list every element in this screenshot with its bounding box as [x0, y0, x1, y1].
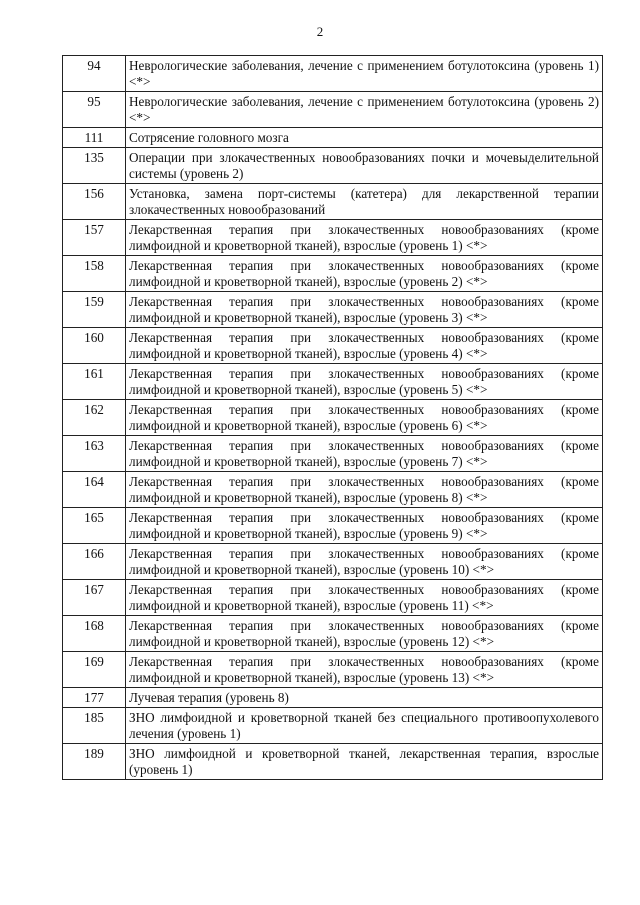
row-code: 164: [63, 472, 126, 508]
table-row: [63, 708, 603, 744]
row-code: 95: [63, 92, 126, 128]
row-code: 185: [63, 708, 126, 744]
table-row: [63, 652, 603, 688]
table-row: [63, 328, 603, 364]
row-code: 156: [63, 184, 126, 220]
table-row: [63, 400, 603, 436]
row-code: 157: [63, 220, 126, 256]
table-row: [63, 92, 603, 128]
row-description: Лекарственная терапия при злокачественных новообразованиях (кроме лимфоидной и кроветворной тканей), взрослые (уровень 11) <*>: [126, 580, 603, 616]
row-description: Лекарственная терапия при злокачественных новообразованиях (кроме лимфоидной и кроветворной тканей), взрослые (уровень 5) <*>: [126, 364, 603, 400]
row-code: 165: [63, 508, 126, 544]
table-row: [63, 688, 603, 708]
row-description: Неврологические заболевания, лечение с применением ботулотоксина (уровень 1) <*>: [126, 56, 603, 92]
row-description: Лекарственная терапия при злокачественных новообразованиях (кроме лимфоидной и кроветворной тканей), взрослые (уровень 13) <*>: [126, 652, 603, 688]
row-description: ЗНО лимфоидной и кроветворной тканей без специального противоопухолевого лечения (уровень 1): [126, 708, 603, 744]
table-row: [63, 616, 603, 652]
row-code: 160: [63, 328, 126, 364]
row-description: Операции при злокачественных новообразованиях почки и мочевыделительной системы (уровень 2): [126, 148, 603, 184]
row-code: 162: [63, 400, 126, 436]
row-description: Лекарственная терапия при злокачественных новообразованиях (кроме лимфоидной и кроветворной тканей), взрослые (уровень 9) <*>: [126, 508, 603, 544]
table-row: [63, 292, 603, 328]
table-row: [63, 56, 603, 92]
table-row: [63, 220, 603, 256]
page-number: 2: [316, 24, 324, 39]
row-code: 158: [63, 256, 126, 292]
table-row: [63, 436, 603, 472]
row-description: Сотрясение головного мозга: [126, 128, 603, 148]
row-code: 94: [63, 56, 126, 92]
row-code: 177: [63, 688, 126, 708]
table-row: [63, 148, 603, 184]
table-row: [63, 364, 603, 400]
row-code: 135: [63, 148, 126, 184]
row-description: Лекарственная терапия при злокачественных новообразованиях (кроме лимфоидной и кроветворной тканей), взрослые (уровень 3) <*>: [126, 292, 603, 328]
row-description: Лекарственная терапия при злокачественных новообразованиях (кроме лимфоидной и кроветворной тканей), взрослые (уровень 2) <*>: [126, 256, 603, 292]
row-description: Лекарственная терапия при злокачественных новообразованиях (кроме лимфоидной и кроветворной тканей), взрослые (уровень 4) <*>: [126, 328, 603, 364]
row-description: ЗНО лимфоидной и кроветворной тканей, лекарственная терапия, взрослые (уровень 1): [126, 744, 603, 780]
row-description: Неврологические заболевания, лечение с применением ботулотоксина (уровень 2) <*>: [126, 92, 603, 128]
row-description: Лекарственная терапия при злокачественных новообразованиях (кроме лимфоидной и кроветворной тканей), взрослые (уровень 12) <*>: [126, 616, 603, 652]
table-row: [63, 508, 603, 544]
table-body: [63, 56, 603, 780]
row-code: 169: [63, 652, 126, 688]
table-row: [63, 544, 603, 580]
table-row: [63, 472, 603, 508]
row-description: Установка, замена порт-системы (катетера) для лекарственной терапии злокачественных новообразований: [126, 184, 603, 220]
table-row: [63, 744, 603, 780]
table-row: [63, 184, 603, 220]
ksg-table: [62, 55, 603, 780]
table-row: [63, 256, 603, 292]
table-row: [63, 580, 603, 616]
row-description: Лекарственная терапия при злокачественных новообразованиях (кроме лимфоидной и кроветворной тканей), взрослые (уровень 10) <*>: [126, 544, 603, 580]
row-code: 167: [63, 580, 126, 616]
row-description: Лекарственная терапия при злокачественных новообразованиях (кроме лимфоидной и кроветворной тканей), взрослые (уровень 6) <*>: [126, 400, 603, 436]
row-code: 111: [63, 128, 126, 148]
row-code: 161: [63, 364, 126, 400]
row-description: Лекарственная терапия при злокачественных новообразованиях (кроме лимфоидной и кроветворной тканей), взрослые (уровень 8) <*>: [126, 472, 603, 508]
row-code: 168: [63, 616, 126, 652]
row-code: 189: [63, 744, 126, 780]
row-code: 163: [63, 436, 126, 472]
row-code: 159: [63, 292, 126, 328]
row-description: Лекарственная терапия при злокачественных новообразованиях (кроме лимфоидной и кроветворной тканей), взрослые (уровень 7) <*>: [126, 436, 603, 472]
row-description: Лекарственная терапия при злокачественных новообразованиях (кроме лимфоидной и кроветворной тканей), взрослые (уровень 1) <*>: [126, 220, 603, 256]
row-description: Лучевая терапия (уровень 8): [126, 688, 603, 708]
row-code: 166: [63, 544, 126, 580]
table-row: [63, 128, 603, 148]
